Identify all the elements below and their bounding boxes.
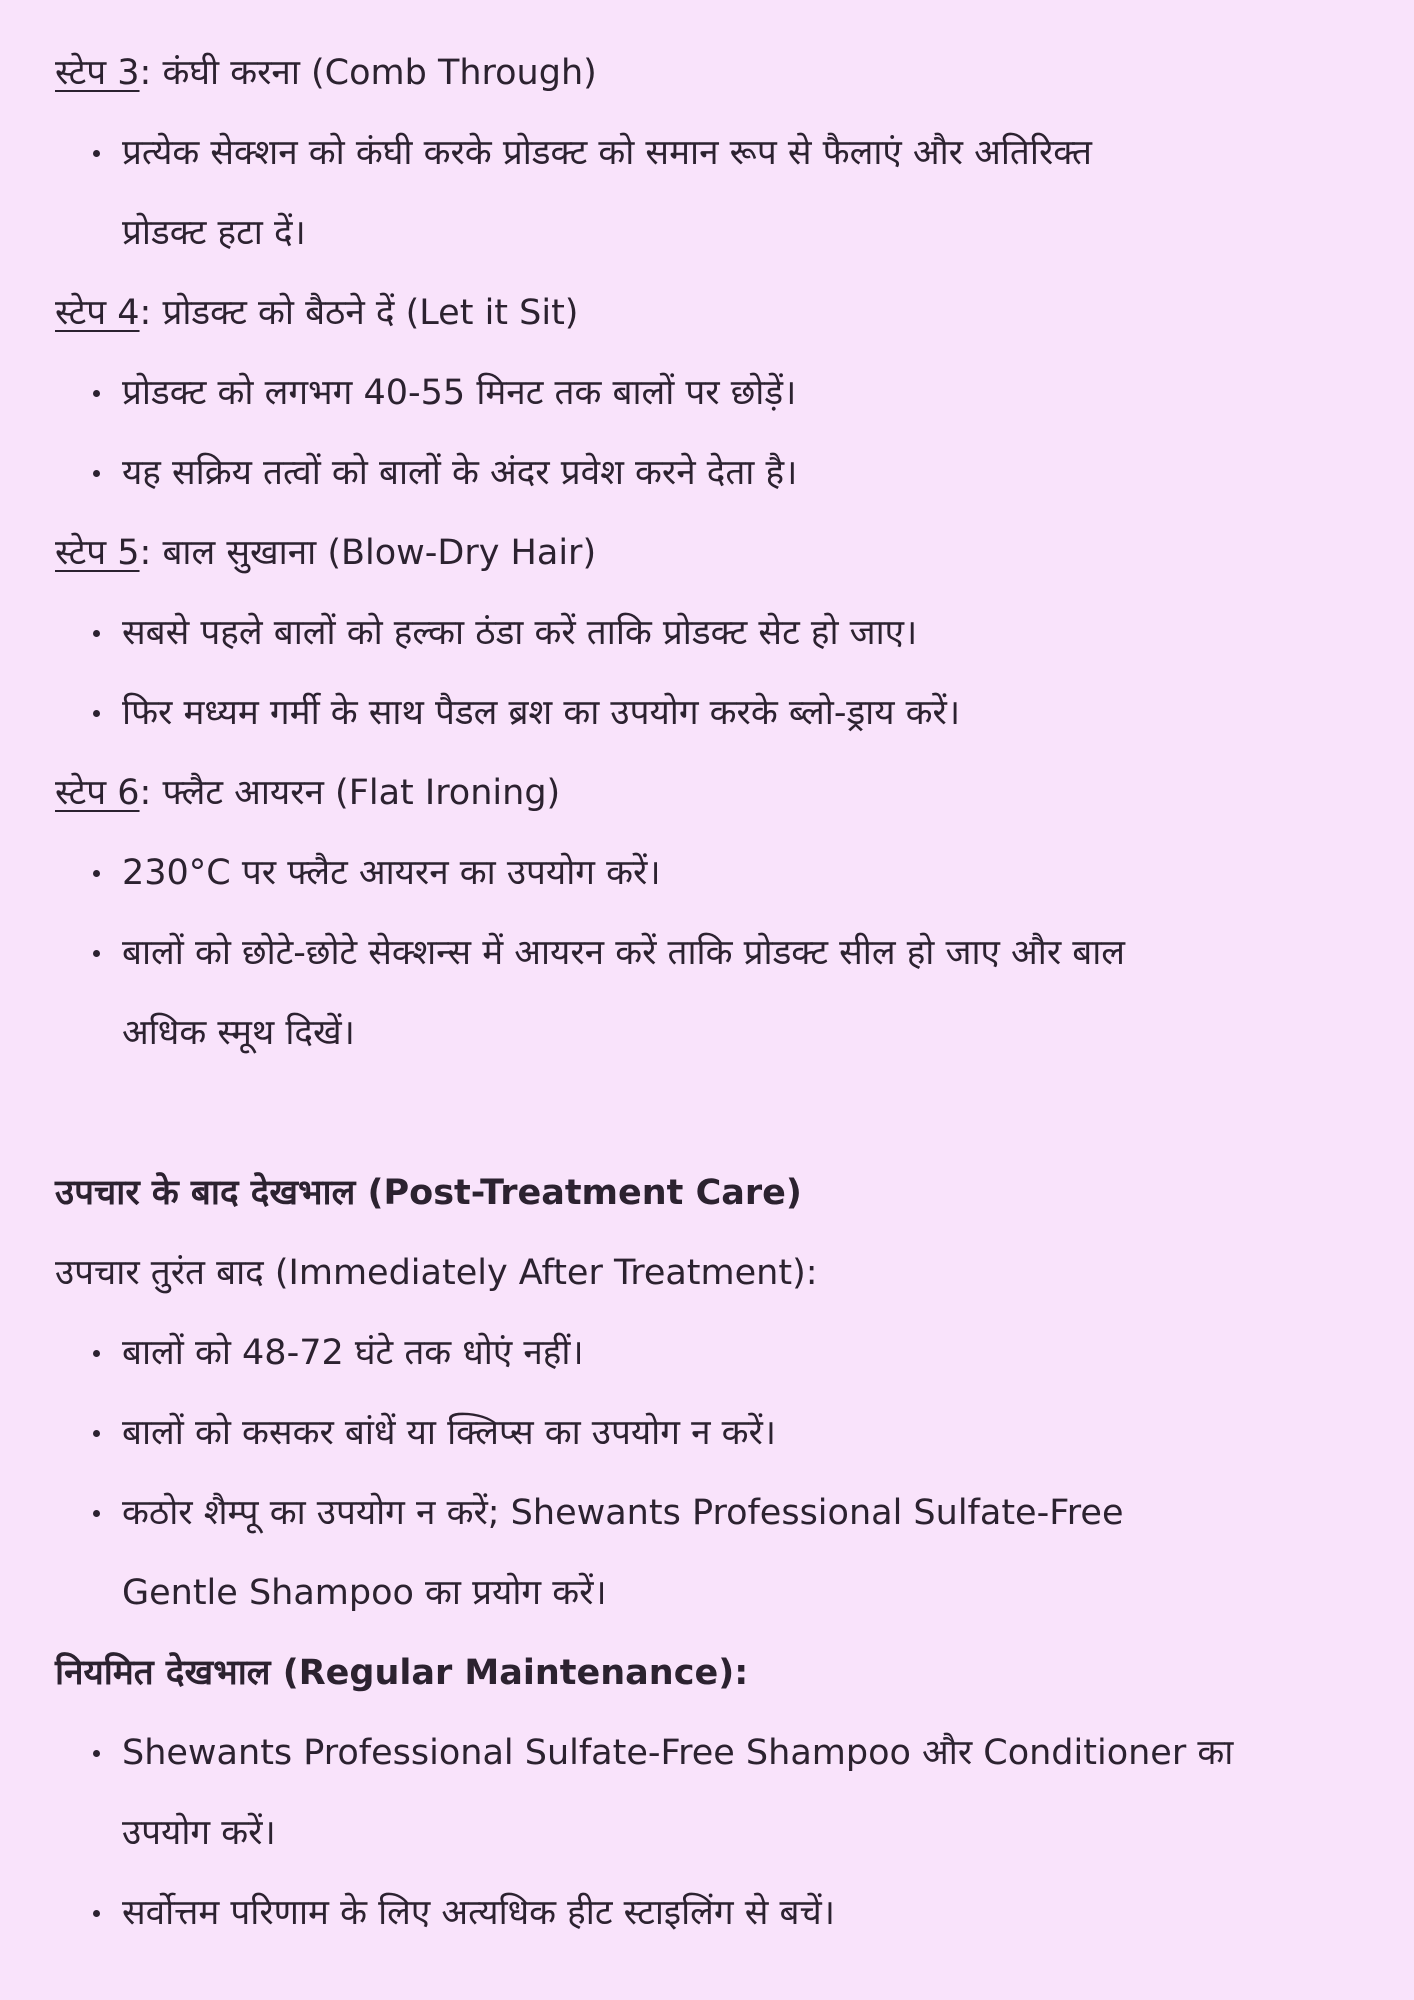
- immediate-care-bullet-3-text: कठोर शैम्पू का उपयोग न करें; Shewants Professional Sulfate-Free: [122, 1493, 1124, 1533]
- regular-care-bullet-1: [122, 1713, 1375, 1873]
- post-care-title: उपचार के बाद देखभाल (Post-Treatment Care): [55, 1173, 802, 1213]
- step-4-bullet-2: यह सक्रिय तत्वों को बालों के अंदर प्रवेश करने देता है।: [122, 433, 1375, 513]
- regular-care-bullet-1-text: Shewants Professional Sulfate-Free Shampoo और Conditioner का: [122, 1733, 1234, 1773]
- immediate-care-bullets: [55, 1313, 1375, 1633]
- step-5-bullet-1: सबसे पहले बालों को हल्का ठंडा करें ताकि प्रोडक्ट सेट हो जाए।: [122, 593, 1375, 673]
- step-3-bullets: [55, 113, 1375, 273]
- regular-care-bullet-2: सर्वोत्तम परिणाम के लिए अत्यधिक हीट स्टाइलिंग से बचें।: [122, 1873, 1375, 1953]
- step-5-heading: [55, 513, 1375, 593]
- step-3-bullet-1: [122, 113, 1375, 273]
- step-4-bullet-1: प्रोडक्ट को लगभग 40-55 मिनट तक बालों पर छोड़ें।: [122, 353, 1375, 433]
- document-body: [55, 33, 1375, 1953]
- step-3-heading: [55, 33, 1375, 113]
- step-4-title: : प्रोडक्ट को बैठने दें (Let it Sit): [139, 293, 579, 333]
- immediate-care-bullet-2: बालों को कसकर बांधें या क्लिप्स का उपयोग न करें।: [122, 1393, 1375, 1473]
- immediate-care-bullet-3-text-cont: Gentle Shampoo का प्रयोग करें।: [122, 1573, 607, 1613]
- step-3-bullet-1-text: प्रत्येक सेक्शन को कंघी करके प्रोडक्ट को समान रूप से फैलाएं और अतिरिक्त: [122, 133, 1092, 173]
- step-5-label: स्टेप 5: [55, 533, 140, 573]
- step-4-heading: [55, 273, 1375, 353]
- step-3-label: स्टेप 3: [55, 53, 140, 93]
- immediate-care-heading: उपचार तुरंत बाद (Immediately After Treatment):: [55, 1253, 818, 1293]
- step-5-bullet-2: फिर मध्यम गर्मी के साथ पैडल ब्रश का उपयोग करके ब्लो-ड्राय करें।: [122, 673, 1375, 753]
- immediate-care-bullet-1: बालों को 48-72 घंटे तक धोएं नहीं।: [122, 1313, 1375, 1393]
- step-6-bullet-2-text: बालों को छोटे-छोटे सेक्शन्स में आयरन करें ताकि प्रोडक्ट सील हो जाए और बाल: [122, 933, 1126, 973]
- step-3-bullet-1-text-cont: प्रोडक्ट हटा दें।: [122, 213, 306, 253]
- step-6-section: [55, 753, 1375, 1073]
- regular-care-bullet-1-text-cont: उपयोग करें।: [122, 1813, 276, 1853]
- step-4-bullets: [55, 353, 1375, 513]
- step-3-section: [55, 33, 1375, 273]
- step-5-title: : बाल सुखाना (Blow-Dry Hair): [139, 533, 597, 573]
- step-6-bullet-1: 230°C पर फ्लैट आयरन का उपयोग करें।: [122, 833, 1375, 913]
- step-5-section: [55, 513, 1375, 753]
- step-6-heading: [55, 753, 1375, 833]
- regular-care-heading: नियमित देखभाल (Regular Maintenance):: [55, 1653, 749, 1693]
- step-6-bullet-2-text-cont: अधिक स्मूथ दिखें।: [122, 1013, 355, 1053]
- regular-care-bullets: [55, 1713, 1375, 1953]
- step-3-title: : कंघी करना (Comb Through): [139, 53, 597, 93]
- immediate-care-bullet-3: [122, 1473, 1375, 1633]
- step-6-label: स्टेप 6: [55, 773, 140, 813]
- step-5-bullets: [55, 593, 1375, 753]
- step-4-section: [55, 273, 1375, 513]
- step-4-label: स्टेप 4: [55, 293, 140, 333]
- post-care-section: [55, 1153, 1375, 1953]
- step-6-bullet-2: [122, 913, 1375, 1073]
- section-spacer: [55, 1073, 1375, 1153]
- step-6-title: : फ्लैट आयरन (Flat Ironing): [139, 773, 561, 813]
- step-6-bullets: [55, 833, 1375, 1073]
